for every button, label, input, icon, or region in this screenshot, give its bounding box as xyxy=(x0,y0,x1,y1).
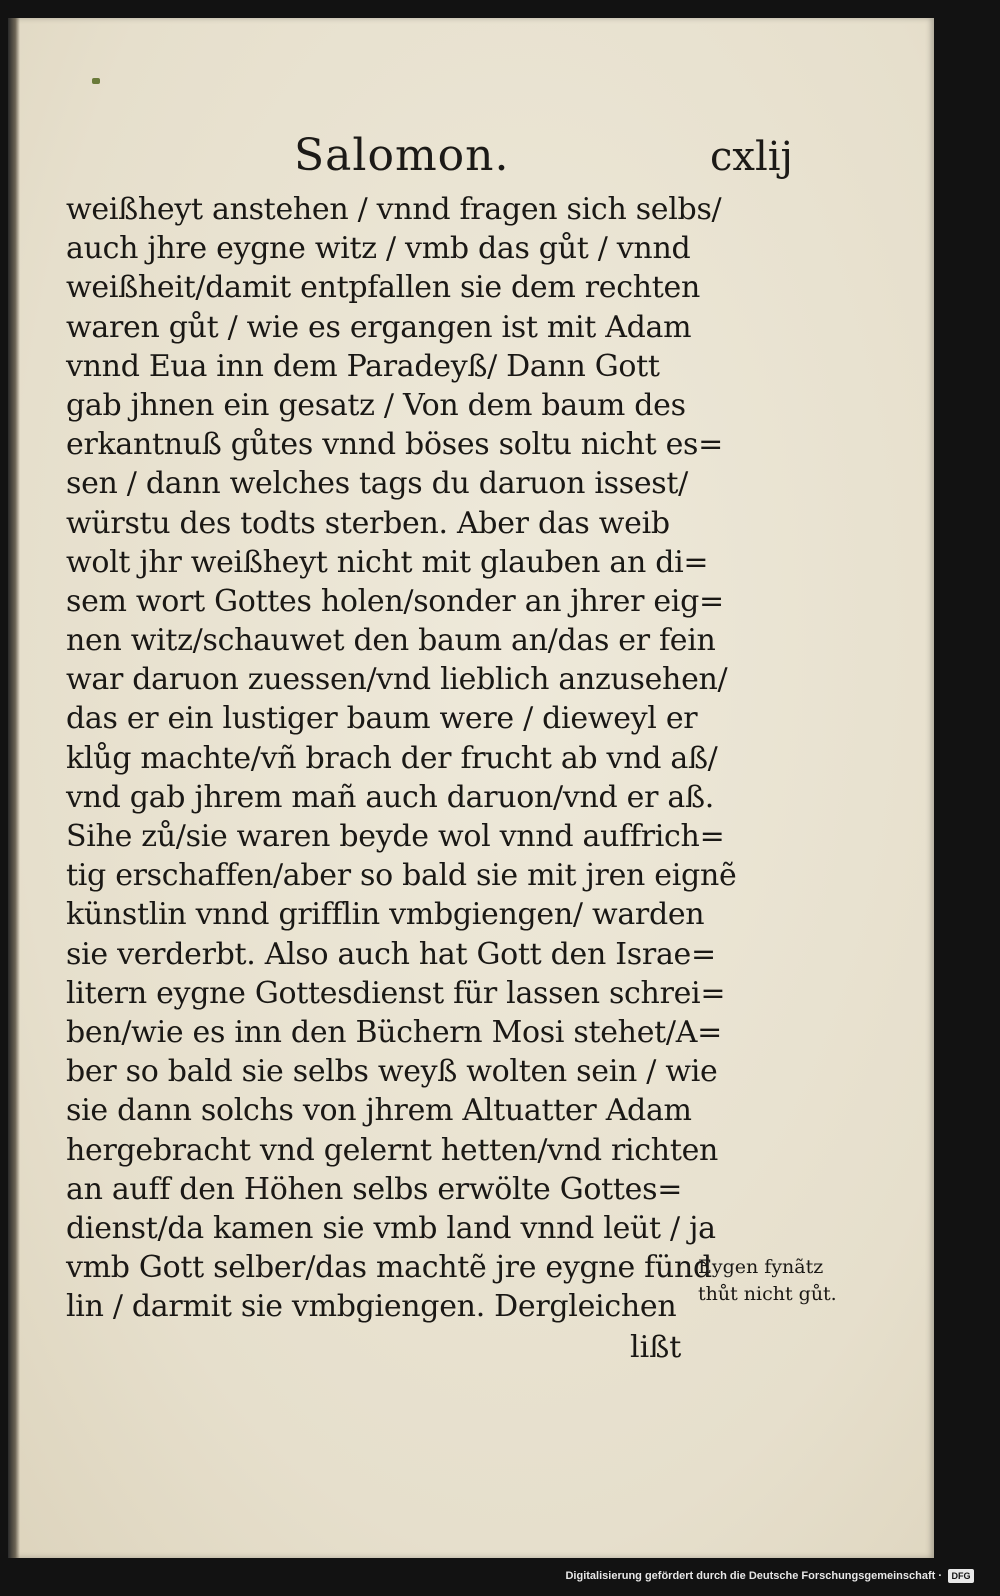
folio-number: cxlij xyxy=(710,134,793,180)
text-line: waren gůt / wie es ergangen ist mit Adam xyxy=(66,309,692,345)
text-line: weißheyt anstehen / vnnd fragen sich selbs/ xyxy=(66,192,722,227)
text-line: tig erschaffen/aber so bald sie mit jren eignẽ xyxy=(66,858,737,894)
dfg-logo: DFG xyxy=(948,1569,974,1583)
marginal-note xyxy=(698,1254,888,1308)
text-line: vnd gab jhrem mañ auch daruon/vnd er aß. xyxy=(66,779,714,815)
text-line: ber so bald sie selbs weyß wolten sein / wie xyxy=(66,1054,718,1090)
text-line: weißheit/damit entpfallen sie dem rechten xyxy=(66,270,701,306)
text-line: vnnd Eua inn dem Paradeyß/ Dann Gott xyxy=(66,348,660,384)
text-line: lin / darmit sie vmbgiengen. Dergleichen xyxy=(66,1289,677,1325)
text-line: würstu des todts sterben. Aber das weib xyxy=(66,505,670,541)
text-line: klůg machte/vñ brach der frucht ab vnd aß/ xyxy=(66,740,718,776)
text-line: ben/wie es inn den Büchern Mosi stehet/A= xyxy=(66,1014,722,1050)
body-text xyxy=(66,190,737,1326)
marginal-note-line: thůt nicht gůt. xyxy=(698,1283,837,1305)
text-line: war daruon zuessen/vnd lieblich anzusehen/ xyxy=(66,662,728,698)
running-title: Salomon. xyxy=(294,130,510,181)
funding-credit: Digitalisierung gefördert durch die Deutsche Forschungsgemeinschaft · xyxy=(565,1570,942,1582)
text-line: vmb Gott selber/das machtẽ jre eygne fünd xyxy=(66,1250,712,1286)
binding-gutter xyxy=(8,18,20,1558)
footer-bar xyxy=(0,1560,1000,1596)
text-line: gab jhnen ein gesatz / Von dem baum des xyxy=(66,387,686,423)
text-line: sie dann solchs von jhrem Altuatter Adam xyxy=(66,1093,692,1129)
text-line: sen / dann welches tags du daruon issest/ xyxy=(66,466,688,502)
text-line: wolt jhr weißheyt nicht mit glauben an di= xyxy=(66,544,709,580)
text-line: an auff den Höhen selbs erwölte Gottes= xyxy=(66,1171,683,1207)
page-mark xyxy=(92,78,100,84)
text-line: litern eygne Gottesdienst für lassen schrei= xyxy=(66,975,726,1011)
text-line: sie verderbt. Also auch hat Gott den Israe= xyxy=(66,936,716,972)
text-line: sem wort Gottes holen/sonder an jhrer eig= xyxy=(66,583,724,619)
text-line: auch jhre eygne witz / vmb das gůt / vnnd xyxy=(66,231,691,267)
book-page xyxy=(8,18,934,1558)
catchword: lißt xyxy=(630,1330,682,1365)
text-line: erkantnuß gůtes vnnd böses soltu nicht es= xyxy=(66,427,723,463)
marginal-note-line: Eygen fynãtz xyxy=(698,1256,824,1278)
text-line: künstlin vnnd grifflin vmbgiengen/ warden xyxy=(66,897,705,933)
text-line: nen witz/schauwet den baum an/das er fein xyxy=(66,623,716,659)
text-line: Sihe zů/sie waren beyde wol vnnd auffrich= xyxy=(66,819,725,854)
text-line: das er ein lustiger baum were / dieweyl er xyxy=(66,701,698,737)
text-line: dienst/da kamen sie vmb land vnnd leüt / ja xyxy=(66,1210,716,1246)
text-line: hergebracht vnd gelernt hetten/vnd richten xyxy=(66,1132,719,1168)
